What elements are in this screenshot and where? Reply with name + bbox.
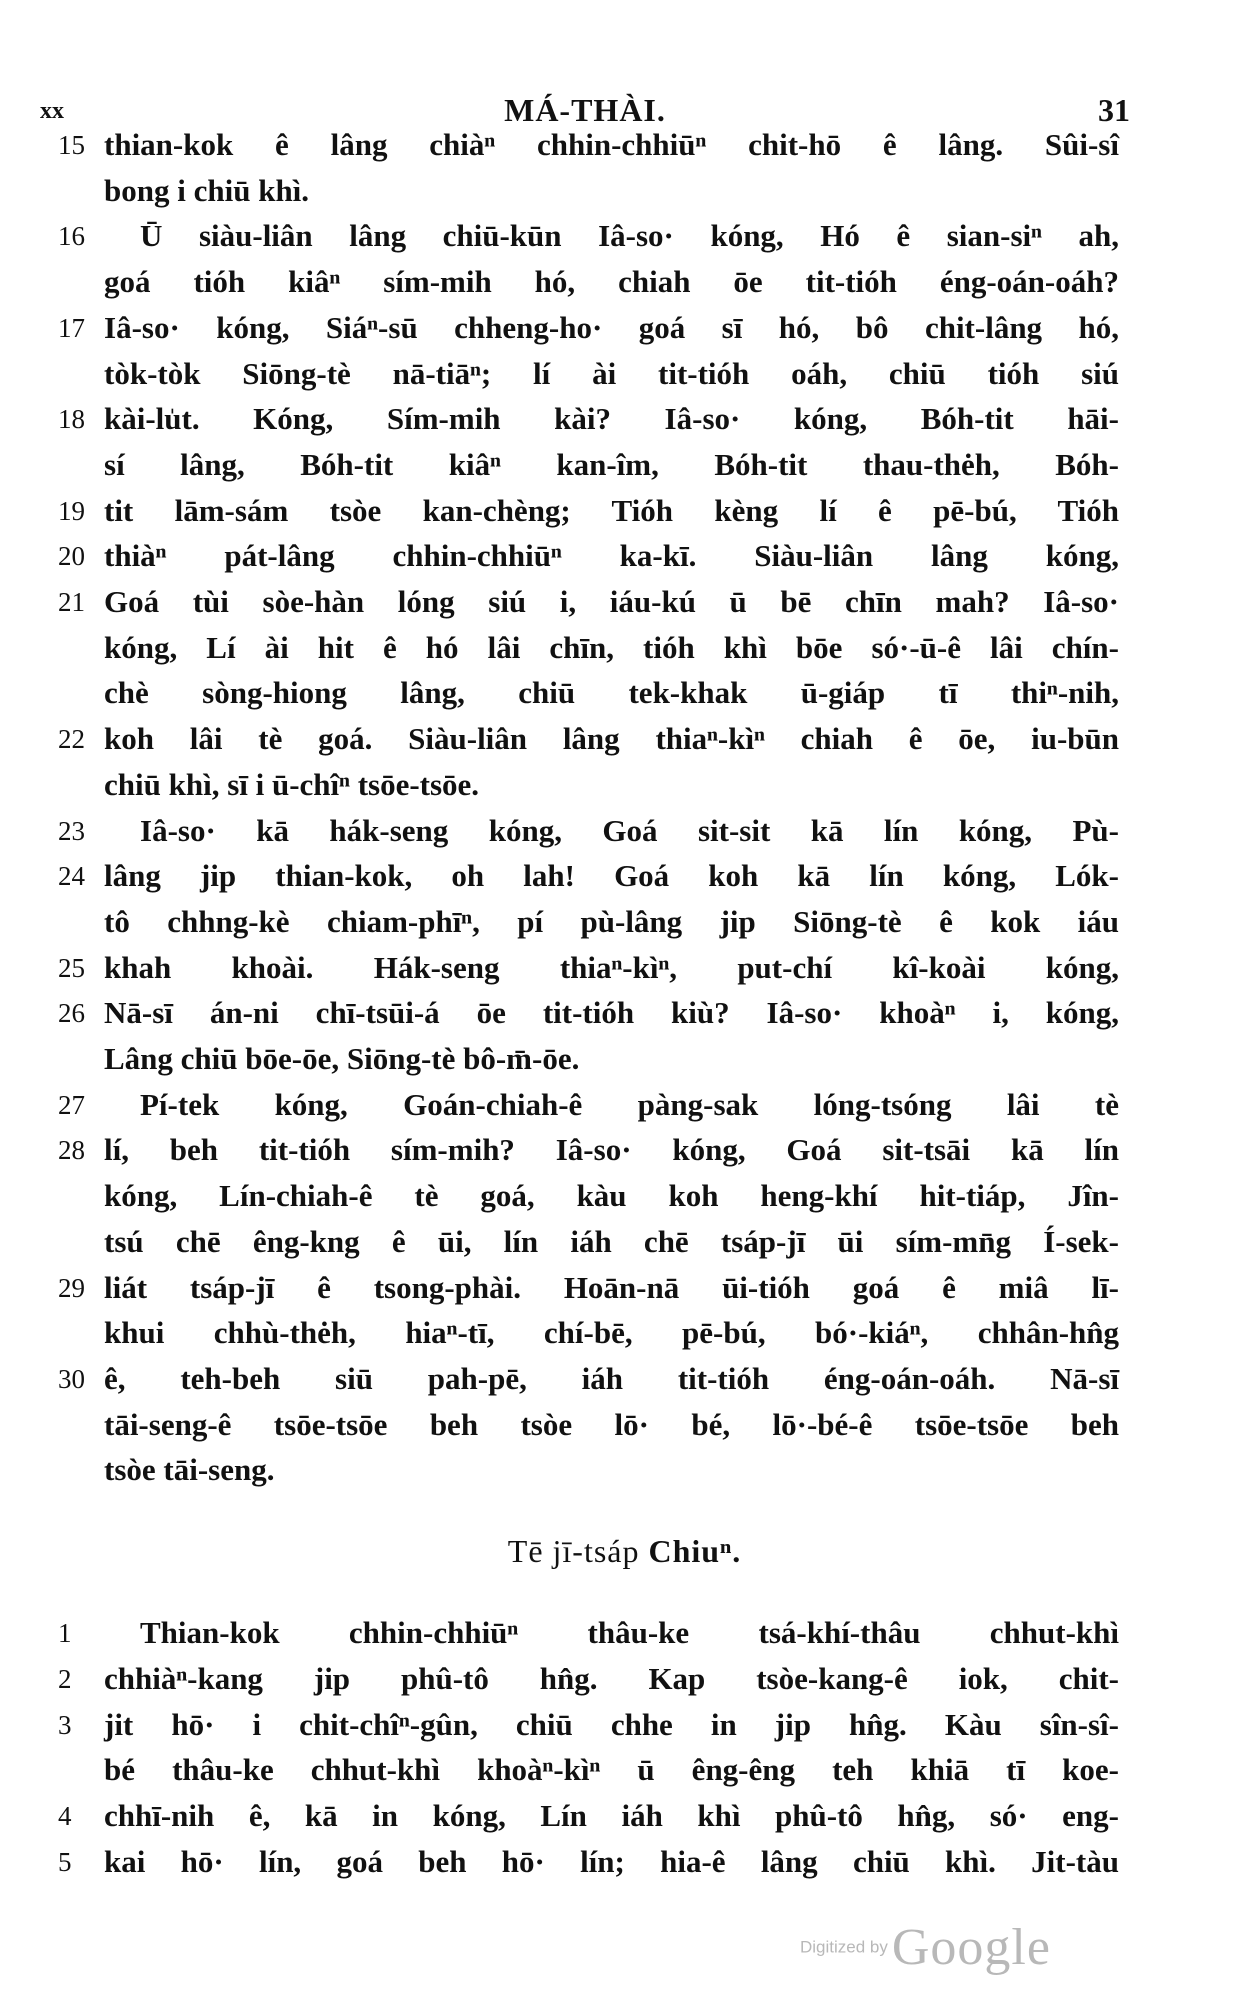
text-line xyxy=(0,213,1249,259)
verse-number: 3 xyxy=(58,1709,72,1740)
verse-number: 16 xyxy=(58,221,85,252)
line-text: Nā-sī án-ni chī-tsūi-á ōe tit-tióh kiù? Iâ-so· khoàⁿ i, kóng, xyxy=(104,995,1119,1031)
text-line xyxy=(0,351,1249,397)
line-text: khah khoài. Hák-seng thiaⁿ-kìⁿ, put-chí kî-koài kóng, xyxy=(104,949,1119,985)
line-text: kóng, Lín-chiah-ê tè goá, kàu koh heng-khí hit-tiáp, Jîn- xyxy=(104,1178,1119,1214)
text-line xyxy=(0,1265,1249,1311)
verse-number: 1 xyxy=(58,1618,72,1648)
text-line xyxy=(0,122,1249,168)
line-text: Iâ-so· kā hák-seng kóng, Goá sit-sit kā lín kóng, Pù- xyxy=(140,812,1119,848)
line-text: Goá tùi sòe-hàn lóng siú i, iáu-kú ū bē chīn mah? Iâ-so· xyxy=(104,584,1119,619)
line-text: tòk-tòk Siōng-tè nā-tiāⁿ; lí ài tit-tióh oáh, chiū tióh siú xyxy=(104,355,1119,391)
line-text: Lâng chiū bōe-ōe, Siōng-tè bô-m̄-ōe. xyxy=(104,1041,580,1076)
text-line xyxy=(0,305,1249,351)
line-text: lí, beh tit-tióh sím-mih? Iâ-so· kóng, Goá sit-tsāi kā lín xyxy=(104,1132,1119,1168)
verse-number: 30 xyxy=(58,1363,85,1394)
text-line xyxy=(0,1702,1249,1748)
verse-number: 25 xyxy=(58,952,85,983)
google-logo: Google xyxy=(891,1919,1051,1976)
digitized-watermark xyxy=(800,1918,1051,1977)
text-line xyxy=(0,1173,1249,1219)
line-text: jit hō· i chit-chîⁿ-gûn, chiū chhe in jip hn̂g. Kàu sîn-sî- xyxy=(104,1706,1119,1742)
verse-number: 4 xyxy=(58,1801,72,1832)
line-text: bong i chiū khì. xyxy=(104,172,310,208)
text-line xyxy=(0,488,1249,534)
signature-mark: xx xyxy=(40,98,64,124)
line-text: kài-lu̍t. Kóng, Sím-mih kài? Iâ-so· kóng, Bóh-tit hāi- xyxy=(104,401,1119,437)
line-text: lâng jip thian-kok, oh lah! Goá koh kā lín kóng, Lók- xyxy=(104,858,1119,894)
line-text: ê, teh-beh siū pah-pē, iáh tit-tióh éng-oán-oáh. Nā-sī xyxy=(104,1360,1119,1396)
verse-number: 28 xyxy=(58,1135,85,1166)
verse-number: 29 xyxy=(58,1272,85,1303)
line-text: Iâ-so· kóng, Siáⁿ-sū chheng-ho· goá sī hó, bô chit-lâng hó, xyxy=(104,309,1119,345)
text-line xyxy=(0,579,1249,625)
text-line xyxy=(0,625,1249,671)
text-line xyxy=(0,1793,1249,1839)
verse-number: 5 xyxy=(58,1847,72,1877)
verse-number: 20 xyxy=(58,541,85,572)
line-text: Ū siàu-liân lâng chiū-kūn Iâ-so· kóng, Hó ê sian-siⁿ ah, xyxy=(140,218,1119,254)
verse-number: 17 xyxy=(58,312,85,343)
line-text: chhiàⁿ-kang jip phû-tô hn̂g. Kap tsòe-kang-ê iok, chit- xyxy=(104,1660,1119,1696)
line-text: liát tsáp-jī ê tsong-phài. Hoān-nā ūi-tióh goá ê miâ lī- xyxy=(104,1269,1119,1305)
text-line xyxy=(0,259,1249,305)
verse-number: 21 xyxy=(58,587,85,617)
text-line xyxy=(0,1219,1249,1265)
text-line xyxy=(0,1656,1249,1702)
text-line xyxy=(0,853,1249,899)
text-line xyxy=(0,716,1249,762)
verse-number: 24 xyxy=(58,861,85,892)
verse-number: 19 xyxy=(58,495,85,526)
chapter-heading-number: Tē jī-tsáp xyxy=(507,1533,640,1569)
line-text: tāi-seng-ê tsōe-tsōe beh tsòe lō· bé, lō·-bé-ê tsōe-tsōe beh xyxy=(104,1406,1119,1442)
line-text: chiū khì, sī i ū-chîⁿ tsōe-tsōe. xyxy=(104,766,480,802)
verse-number: 18 xyxy=(58,404,85,435)
line-text: thiàⁿ pát-lâng chhin-chhiūⁿ ka-kī. Siàu-liân lâng kóng, xyxy=(104,538,1119,574)
line-text: chhī-nih ê, kā in kóng, Lín iáh khì phû-tô hn̂g, só· eng- xyxy=(104,1798,1119,1834)
line-text: khui chhù-thėh, hiaⁿ-tī, chí-bē, pē-bú, bó·-kiáⁿ, chhân-hn̂g xyxy=(104,1315,1119,1351)
line-text: thian-kok ê lâng chiàⁿ chhin-chhiūⁿ chit-hō ê lâng. Sûi-sî xyxy=(104,127,1119,162)
text-line xyxy=(0,1310,1249,1356)
text-line xyxy=(0,990,1249,1036)
chapter-heading-word: Chiuⁿ. xyxy=(648,1533,742,1569)
text-line xyxy=(0,670,1249,716)
digitized-by-text: Digitized by xyxy=(800,1937,888,1957)
verse-number: 27 xyxy=(58,1089,85,1120)
text-line xyxy=(0,396,1249,442)
line-text: sí lâng, Bóh-tit kiâⁿ kan-îm, Bóh-tit thau-thėh, Bóh- xyxy=(104,446,1119,482)
line-text: tsòe tāi-seng. xyxy=(104,1452,275,1488)
line-text: chè sòng-hiong lâng, chiū tek-khak ū-giáp tī thiⁿ-nih, xyxy=(104,675,1119,711)
text-line xyxy=(0,1402,1249,1448)
verse-number: 22 xyxy=(58,724,85,755)
line-text: goá tióh kiâⁿ sím-mih hó, chiah ōe tit-tióh éng-oán-oáh? xyxy=(104,264,1119,300)
line-text: bé thâu-ke chhut-khì khoàⁿ-kìⁿ ū êng-êng teh khiā tī koe- xyxy=(104,1752,1119,1788)
text-line xyxy=(0,945,1249,991)
line-text: Pí-tek kóng, Goán-chiah-ê pàng-sak lóng-tsóng lâi tè xyxy=(140,1086,1119,1122)
verse-number: 15 xyxy=(58,130,85,160)
line-text: tsú chē êng-kng ê ūi, lín iáh chē tsáp-jī ūi sím-mn̄g Í-sek- xyxy=(104,1223,1119,1259)
line-text: koh lâi tè goá. Siàu-liân lâng thiaⁿ-kìⁿ chiah ê ōe, iu-būn xyxy=(104,721,1119,757)
text-line xyxy=(0,442,1249,488)
line-text: kóng, Lí ài hit ê hó lâi chīn, tióh khì bōe só·-ū-ê lâi chín- xyxy=(104,629,1119,665)
line-text: tit lām-sám tsòe kan-chèng; Tióh kèng lí ê pē-bú, Tióh xyxy=(104,492,1119,528)
text-line xyxy=(0,168,1249,214)
page-number: 31 xyxy=(1098,92,1130,128)
text-line xyxy=(0,1127,1249,1173)
text-line xyxy=(0,1839,1249,1885)
text-line xyxy=(0,533,1249,579)
verse-number: 2 xyxy=(58,1663,72,1694)
line-text: Thian-kok chhin-chhiūⁿ thâu-ke tsá-khí-thâu chhut-khì xyxy=(140,1615,1119,1650)
text-line xyxy=(0,1036,1249,1082)
text-line xyxy=(0,1747,1249,1793)
chapter-heading xyxy=(0,1528,1249,1574)
text-line xyxy=(0,899,1249,945)
text-line xyxy=(0,762,1249,808)
text-line xyxy=(0,1082,1249,1128)
verse-number: 23 xyxy=(58,815,85,846)
text-line xyxy=(0,1610,1249,1656)
text-line xyxy=(0,1356,1249,1402)
text-line xyxy=(0,808,1249,854)
line-text: kai hō· lín, goá beh hō· lín; hia-ê lâng chiū khì. Jit-tàu xyxy=(104,1844,1119,1879)
verse-number: 26 xyxy=(58,998,85,1029)
line-text: tô chhng-kè chiam-phīⁿ, pí pù-lâng jip Siōng-tè ê kok iáu xyxy=(104,903,1119,939)
page-title: MÁ-THÀI. xyxy=(504,92,666,128)
text-line xyxy=(0,1447,1249,1493)
